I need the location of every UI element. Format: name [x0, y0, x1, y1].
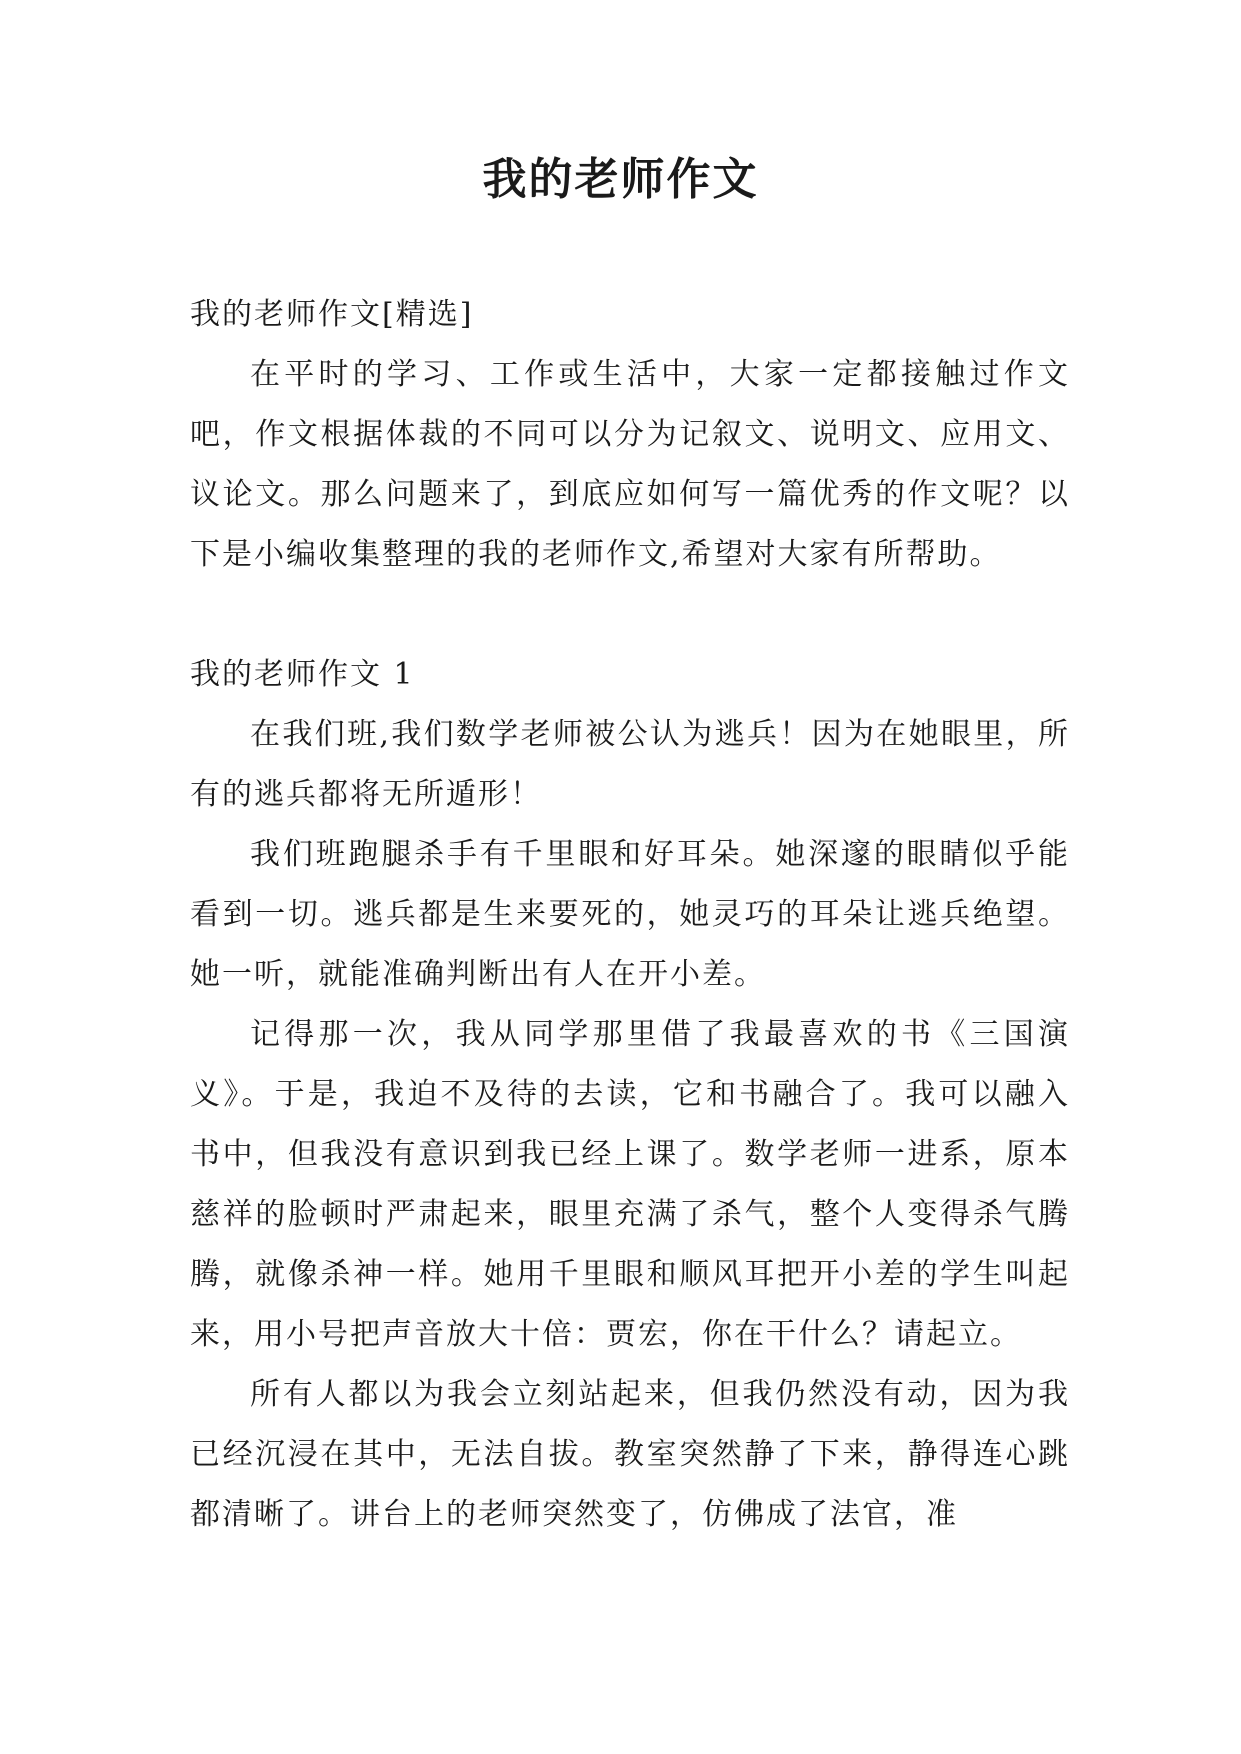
intro-paragraph: 在平时的学习、工作或生活中，大家一定都接触过作文吧，作文根据体裁的不同可以分为记叙文、说明文、应用文、议论文。那么问题来了，到底应如何写一篇优秀的作文呢？以下是小编收集整理的我的老师作文,希望对大家有所帮助。: [190, 357, 1070, 572]
section-gap: [190, 585, 1070, 645]
document-title: 我的老师作文: [482, 154, 759, 205]
essay1-paragraph: 所有人都以为我会立刻站起来，但我仍然没有动，因为我已经沉浸在其中，无法自拔。教室突然静了下来，静得连心跳都清晰了。讲台上的老师突然变了，仿佛成了法官，准: [190, 1377, 1070, 1532]
document-body: [190, 285, 1070, 1545]
intro-heading: 我的老师作文[精选]: [190, 297, 474, 332]
essay1-paragraph: 我们班跑腿杀手有千里眼和好耳朵。她深邃的眼睛似乎能看到一切。逃兵都是生来要死的，她灵巧的耳朵让逃兵绝望。她一听，就能准确判断出有人在开小差。: [190, 837, 1070, 992]
essay1-paragraph: 记得那一次，我从同学那里借了我最喜欢的书《三国演义》。于是，我迫不及待的去读，它和书融合了。我可以融入书中，但我没有意识到我已经上课了。数学老师一进系，原本慈祥的脸顿时严肃起来，眼里充满了杀气，整个人变得杀气腾腾，就像杀神一样。她用千里眼和顺风耳把开小差的学生叫起来，用小号把声音放大十倍：贾宏，你在干什么？请起立。: [190, 1017, 1070, 1352]
essay1-paragraph: 在我们班,我们数学老师被公认为逃兵！因为在她眼里，所有的逃兵都将无所遁形！: [190, 717, 1070, 812]
essay1-heading: 我的老师作文 1: [190, 657, 415, 692]
